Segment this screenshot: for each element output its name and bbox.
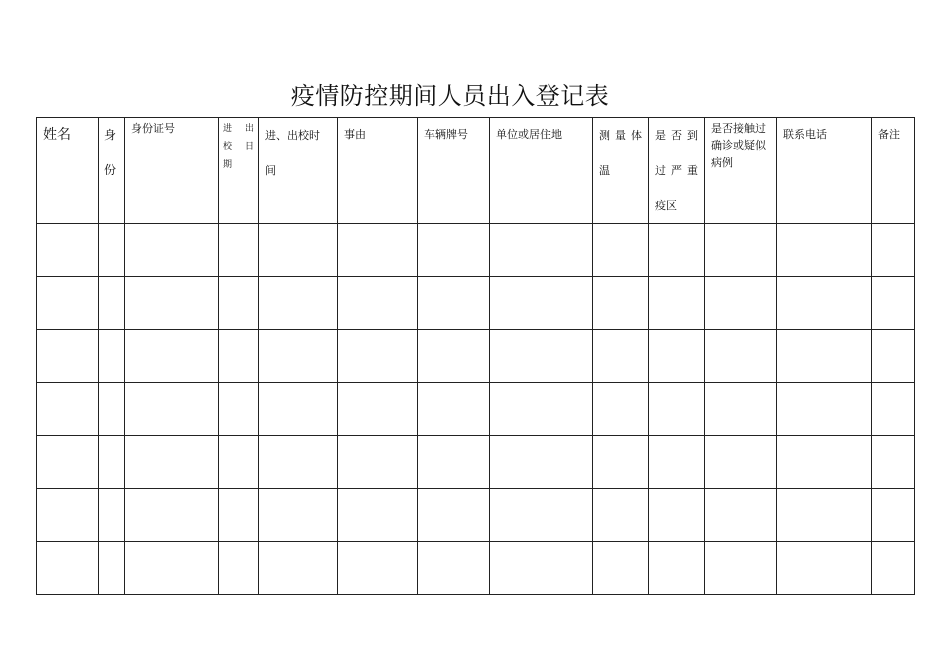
table-row (37, 277, 915, 330)
table-cell[interactable] (649, 224, 705, 277)
header-contact-case-line2: 确诊或疑似 (711, 139, 766, 152)
header-entry-time (259, 118, 338, 224)
table-cell[interactable] (37, 489, 99, 542)
table-row (37, 542, 915, 595)
header-unit-address (490, 118, 593, 224)
table-cell[interactable] (872, 489, 915, 542)
table-cell[interactable] (259, 330, 338, 383)
table-cell[interactable] (418, 383, 490, 436)
header-entry-date (219, 118, 259, 224)
header-entry-date-line1: 进 出 (223, 124, 254, 134)
table-cell[interactable] (649, 542, 705, 595)
table-row (37, 436, 915, 489)
header-plate-number-label: 车辆牌号 (424, 128, 468, 141)
table-cell[interactable] (99, 277, 125, 330)
table-row (37, 383, 915, 436)
table-cell[interactable] (125, 383, 219, 436)
table-cell[interactable] (99, 542, 125, 595)
table-cell[interactable] (338, 383, 418, 436)
table-cell[interactable] (649, 489, 705, 542)
header-name-label: 姓名 (43, 127, 71, 143)
header-temperature (593, 118, 649, 224)
table-cell[interactable] (338, 277, 418, 330)
table-cell[interactable] (219, 489, 259, 542)
table-row (37, 330, 915, 383)
table-cell[interactable] (219, 330, 259, 383)
table-cell[interactable] (705, 330, 777, 383)
table-cell[interactable] (490, 436, 593, 489)
table-cell[interactable] (418, 436, 490, 489)
header-id-number (125, 118, 219, 224)
table-cell[interactable] (259, 224, 338, 277)
header-unit-address-label: 单位或居住地 (496, 128, 562, 141)
table-row (37, 489, 915, 542)
header-entry-time-line2: 间 (265, 164, 276, 177)
table-cell[interactable] (649, 436, 705, 489)
table-cell[interactable] (125, 277, 219, 330)
header-severe-area-line1: 是 否 到 (655, 129, 698, 142)
table-cell[interactable] (777, 277, 872, 330)
table-cell[interactable] (338, 330, 418, 383)
header-severe-area-line3: 疫区 (655, 199, 677, 212)
table-cell[interactable] (490, 383, 593, 436)
table-cell[interactable] (649, 330, 705, 383)
table-cell[interactable] (125, 489, 219, 542)
table-row (37, 224, 915, 277)
header-identity (99, 118, 125, 224)
table-cell[interactable] (219, 277, 259, 330)
header-entry-time-line1: 进、出校时 (265, 129, 320, 142)
header-entry-date-line3: 期 (223, 160, 233, 170)
table-cell[interactable] (259, 277, 338, 330)
table-cell[interactable] (418, 224, 490, 277)
table-cell[interactable] (705, 383, 777, 436)
table-cell[interactable] (705, 489, 777, 542)
header-entry-date-line2: 校 日 (223, 142, 254, 152)
header-phone (777, 118, 872, 224)
table-cell[interactable] (99, 224, 125, 277)
header-temperature-line1: 测 量 体 (599, 129, 642, 142)
header-identity-line2: 份 (104, 163, 117, 177)
table-cell[interactable] (418, 542, 490, 595)
table-cell[interactable] (872, 383, 915, 436)
table-cell[interactable] (705, 277, 777, 330)
table-cell[interactable] (259, 489, 338, 542)
table-cell[interactable] (649, 383, 705, 436)
table-cell[interactable] (593, 277, 649, 330)
table-cell[interactable] (490, 489, 593, 542)
header-contact-case-line1: 是否接触过 (711, 122, 766, 135)
table-cell[interactable] (490, 224, 593, 277)
header-remarks-label: 备注 (878, 128, 900, 141)
table-cell[interactable] (37, 542, 99, 595)
table-cell[interactable] (593, 489, 649, 542)
table-cell[interactable] (259, 436, 338, 489)
header-phone-label: 联系电话 (783, 128, 827, 141)
table-cell[interactable] (125, 436, 219, 489)
header-name (37, 118, 99, 224)
table-cell[interactable] (490, 542, 593, 595)
table-cell[interactable] (777, 436, 872, 489)
table-cell[interactable] (37, 330, 99, 383)
header-remarks (872, 118, 915, 224)
table-cell[interactable] (777, 489, 872, 542)
table-cell[interactable] (777, 330, 872, 383)
table-cell[interactable] (219, 383, 259, 436)
table-cell[interactable] (338, 436, 418, 489)
table-cell[interactable] (872, 277, 915, 330)
table-cell[interactable] (219, 542, 259, 595)
table-cell[interactable] (777, 383, 872, 436)
header-temperature-line2: 温 (599, 164, 610, 177)
table-cell[interactable] (490, 277, 593, 330)
header-identity-line1: 身 (104, 128, 117, 142)
table-cell[interactable] (125, 224, 219, 277)
table-cell[interactable] (99, 330, 125, 383)
table-cell[interactable] (99, 489, 125, 542)
header-plate-number (418, 118, 490, 224)
table-cell[interactable] (99, 436, 125, 489)
table-cell[interactable] (649, 277, 705, 330)
table-cell[interactable] (490, 330, 593, 383)
table-cell[interactable] (259, 383, 338, 436)
table-cell[interactable] (705, 224, 777, 277)
table-cell[interactable] (125, 330, 219, 383)
header-contact-case (705, 118, 777, 224)
table-cell[interactable] (99, 383, 125, 436)
table-cell[interactable] (593, 542, 649, 595)
table-cell[interactable] (418, 330, 490, 383)
table-cell[interactable] (777, 542, 872, 595)
table-cell[interactable] (418, 489, 490, 542)
table-cell[interactable] (338, 224, 418, 277)
table-cell[interactable] (593, 330, 649, 383)
header-id-number-label: 身份证号 (131, 122, 175, 135)
table-cell[interactable] (872, 436, 915, 489)
table-cell[interactable] (705, 436, 777, 489)
table-cell[interactable] (37, 383, 99, 436)
header-reason-label: 事由 (344, 128, 366, 141)
table-cell[interactable] (593, 224, 649, 277)
table-cell[interactable] (338, 542, 418, 595)
header-contact-case-line3: 病例 (711, 156, 733, 169)
table-cell[interactable] (219, 224, 259, 277)
table-cell[interactable] (593, 436, 649, 489)
header-severe-area-line2: 过 严 重 (655, 164, 698, 177)
table-cell[interactable] (872, 542, 915, 595)
registration-table (36, 117, 915, 595)
table-cell[interactable] (705, 542, 777, 595)
table-cell[interactable] (37, 277, 99, 330)
table-cell[interactable] (593, 383, 649, 436)
table-cell[interactable] (338, 489, 418, 542)
page-title: 疫情防控期间人员出入登记表 (290, 82, 610, 110)
table-cell[interactable] (777, 224, 872, 277)
table-cell[interactable] (872, 224, 915, 277)
table-cell[interactable] (125, 542, 219, 595)
table-cell[interactable] (259, 542, 338, 595)
table-cell[interactable] (219, 436, 259, 489)
table-cell[interactable] (37, 224, 99, 277)
table-cell[interactable] (418, 277, 490, 330)
table-cell[interactable] (37, 436, 99, 489)
table-cell[interactable] (872, 330, 915, 383)
header-severe-area (649, 118, 705, 224)
table-header-row (37, 118, 915, 224)
header-reason (338, 118, 418, 224)
